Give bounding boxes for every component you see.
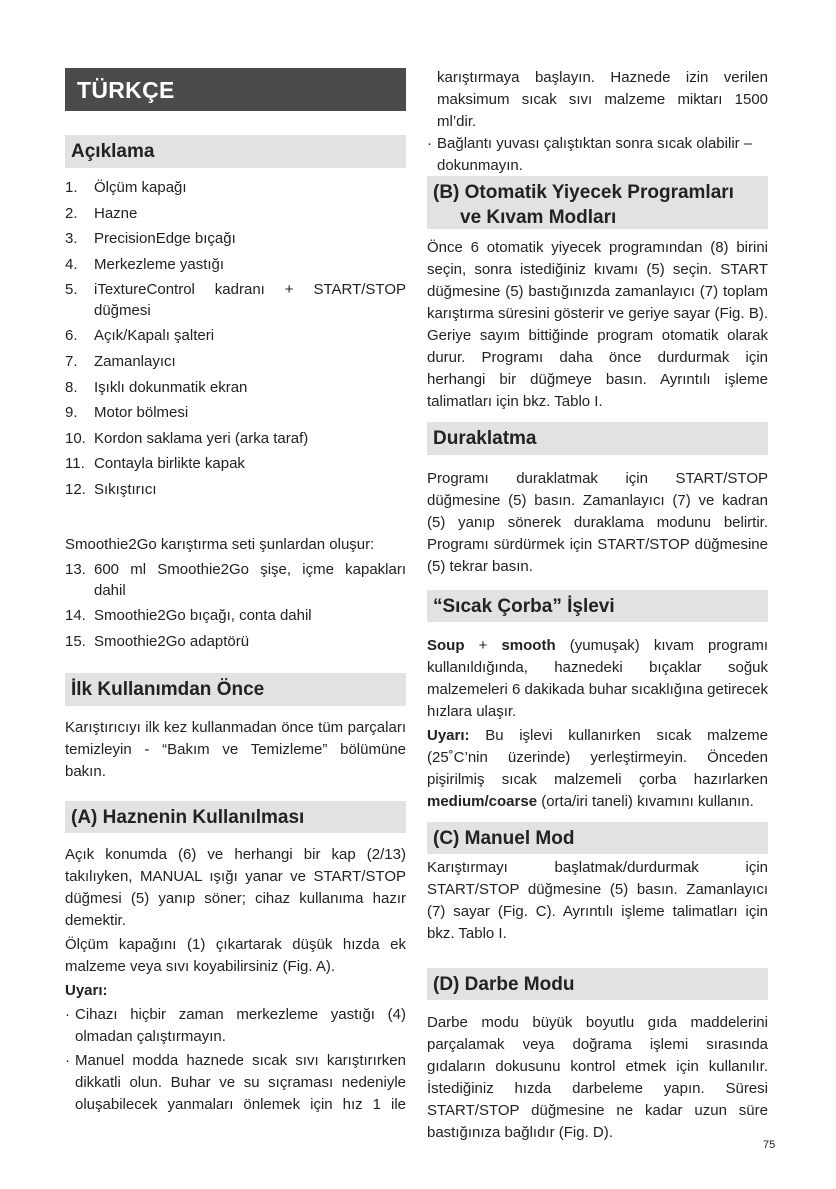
using-jug-body	[65, 844, 406, 1116]
auto-programs-text: Önce 6 otomatik yiyecek programından (8) birini seçin, sonra istediğiniz kıvamı (5) seçin. START düğmesine (5) bastığınızda zamanlayıcı (7) toplam karıştırma süresini gösterir ve geriye sayar (Fig. B). Geriye sayım bittiğinde program otomatik olarak durur. Programı daha önce durdurmak için herhangi bir düğmeye basın. Ayrıntılı işleme talimatları için bkz. Tablo I.	[427, 239, 768, 410]
warning-label: Uyarı:	[427, 727, 470, 744]
item-text: Motor bölmesi	[94, 404, 189, 422]
section-heading-description: Açıklama	[65, 135, 406, 168]
item-number: 3.	[65, 230, 78, 248]
item-text: 600 ml Smoothie2Go şişe, içme kapakları dahil	[94, 561, 406, 599]
list-item	[65, 454, 406, 475]
item-number: 13.	[65, 561, 86, 578]
item-text: Contayla birlikte kapak	[94, 455, 245, 473]
bullet-text: karıştırmaya başlayın. Haznede izin verilen maksimum sıcak sıvı malzeme miktarı 1500 ml’dir.	[437, 69, 768, 130]
section-heading-pause: Duraklatma	[427, 422, 768, 455]
page-number: 75	[763, 1139, 776, 1151]
using-jug-continued	[427, 67, 768, 177]
list-item	[65, 352, 406, 373]
plus: +	[464, 637, 502, 654]
item-number: 6.	[65, 327, 78, 345]
using-jug-paragraph-1: Açık konumda (6) ve herhangi bir kap (2/13) takılıyken, MANUAL ışığı yanar ve START/STOP düğmesi (5) yanıp söner; cihaz kullanıma hazır demektir.	[65, 846, 406, 929]
item-number: 5.	[65, 281, 78, 299]
item-text: Smoothie2Go bıçağı, conta dahil	[94, 607, 312, 625]
list-item	[65, 229, 406, 250]
list-item	[65, 255, 406, 276]
item-text: Ölçüm kapağı	[94, 179, 187, 196]
list-item	[65, 429, 406, 450]
text: (yumuşak) kıvam programı kullanıldığında, haznedeki bıçaklar soğuk malzemeleri 6 dakikada buhar sıcaklığına getirecek hızlara ulaşır.	[427, 637, 769, 720]
parts-list	[65, 178, 406, 506]
texture-smooth: smooth	[501, 637, 556, 654]
item-text: Kordon saklama yeri (arka taraf)	[94, 429, 309, 447]
list-item	[65, 178, 406, 199]
list-item	[65, 480, 406, 501]
manual-mode-text: Karıştırmayı başlatmak/durdurmak için START/STOP düğmesine (5) basın. Zamanlayıcı (7) sayar (Fig. C). Ayrıntılı işleme talimatları için bkz. Tablo I.	[427, 859, 768, 942]
bullet-mark: ·	[65, 1006, 70, 1023]
text: Bu işlevi kullanırken sıcak malzeme (25˚C’nin üzerinde) yerleştirmeyin. Önceden pişirilmiş sıcak malzemeli çorba hazırlarken	[427, 727, 768, 788]
item-number: 8.	[65, 378, 78, 396]
item-number: 14.	[65, 607, 86, 625]
item-number: 7.	[65, 353, 78, 371]
using-jug-paragraph-2: Ölçüm kapağını (1) çıkartarak düşük hızda ek malzeme veya sıvı koyabilirsiniz (Fig. A).	[65, 936, 406, 975]
section-heading-pulse-mode: (D) Darbe Modu	[427, 968, 768, 1000]
section-heading-before-first-use: İlk Kullanımdan Önce	[65, 673, 406, 706]
item-text: iTextureControl kadranı + START/STOP düğmesi	[94, 281, 406, 319]
list-item	[65, 403, 406, 424]
list-item	[65, 204, 406, 225]
item-number: 4.	[65, 255, 78, 273]
item-text: Smoothie2Go adaptörü	[94, 632, 250, 650]
texture-medium-coarse: medium/coarse	[427, 793, 538, 810]
section-heading-auto-programs	[427, 176, 768, 229]
bullet-continuation	[427, 67, 768, 133]
item-text: Sıkıştırıcı	[94, 481, 157, 499]
list-item	[65, 632, 406, 653]
item-text: Zamanlayıcı	[94, 353, 176, 371]
set-list	[65, 560, 406, 657]
before-first-use-text: Karıştırıcıyı ilk kez kullanmadan önce tüm parçaları temizleyin - “Bakım ve Temizleme” bölümüne bakın.	[65, 719, 406, 780]
pause-text: Programı duraklatmak için START/STOP düğmesine (5) basın. Zamanlayıcı (7) ve kadran (5) yanıp sönerek duraklama modunu belirtir. Programı sürdürmek için START/STOP düğmesine (5) tekrar basın.	[427, 470, 768, 575]
text: (orta/iri taneli) kıvamını kullanın.	[537, 793, 754, 810]
list-item	[65, 326, 406, 347]
hot-soup-body	[427, 635, 768, 813]
heading-line: ve Kıvam Modları	[460, 207, 617, 228]
item-number: 15.	[65, 632, 86, 650]
bullet-mark: ·	[65, 1052, 70, 1069]
item-number: 12.	[65, 481, 86, 499]
section-heading-manual-mode: (C) Manuel Mod	[427, 822, 768, 854]
item-number: 11.	[65, 455, 85, 473]
list-item	[65, 606, 406, 627]
hot-soup-paragraph-1	[427, 635, 768, 723]
item-number: 10.	[65, 429, 86, 447]
language-title: TÜRKÇE	[65, 68, 406, 111]
item-text: Açık/Kapalı şalteri	[94, 327, 215, 345]
list-item	[65, 280, 406, 321]
list-item	[65, 378, 406, 399]
warning-label: Uyarı:	[65, 982, 108, 999]
bullet-text: Cihazı hiçbir zaman merkezleme yastığı (4) olmadan çalıştırmayın.	[75, 1006, 406, 1045]
item-text: Hazne	[94, 204, 138, 222]
bullet-indent	[427, 67, 437, 133]
program-soup: Soup	[427, 637, 465, 654]
bullet-text: Bağlantı yuvası çalıştıktan sonra sıcak olabilir – dokunmayın.	[437, 135, 753, 174]
item-text: Merkezleme yastığı	[94, 255, 225, 273]
section-heading-hot-soup: “Sıcak Çorba” İşlevi	[427, 590, 768, 622]
bullet-mark: ·	[427, 135, 432, 152]
hot-soup-warning	[427, 725, 768, 813]
set-intro: Smoothie2Go karıştırma seti şunlardan oluşur:	[65, 536, 375, 553]
item-number: 2.	[65, 204, 78, 222]
list-item	[65, 560, 406, 601]
item-number: 9.	[65, 404, 78, 422]
warning-bullet	[65, 1050, 406, 1116]
section-heading-using-jug: (A) Haznenin Kullanılması	[65, 801, 406, 833]
warning-bullet	[65, 1004, 406, 1048]
item-text: PrecisionEdge bıçağı	[94, 230, 236, 248]
bullet-text: Manuel modda haznede sıcak sıvı karıştırırken dikkatli olun. Buhar ve su sıçraması nedeniyle oluşabilecek yanmaları önlemek için hız 1 ile	[75, 1052, 406, 1113]
heading-line: (B) Otomatik Yiyecek Programları	[433, 182, 734, 203]
item-text: Işıklı dokunmatik ekran	[94, 378, 248, 396]
warning-bullet	[427, 133, 768, 177]
item-number: 1.	[65, 179, 78, 196]
pulse-mode-text: Darbe modu büyük boyutlu gıda maddelerini parçalamak veya doğrama işlemi sırasında gıdaların dokusunu kontrol etmek için kullanılır. İstediğiniz hızda darbeleme yapın. Süresi START/STOP düğmesine ne kadar uzun süre bastığınıza bağlıdır (Fig. D).	[427, 1014, 768, 1141]
